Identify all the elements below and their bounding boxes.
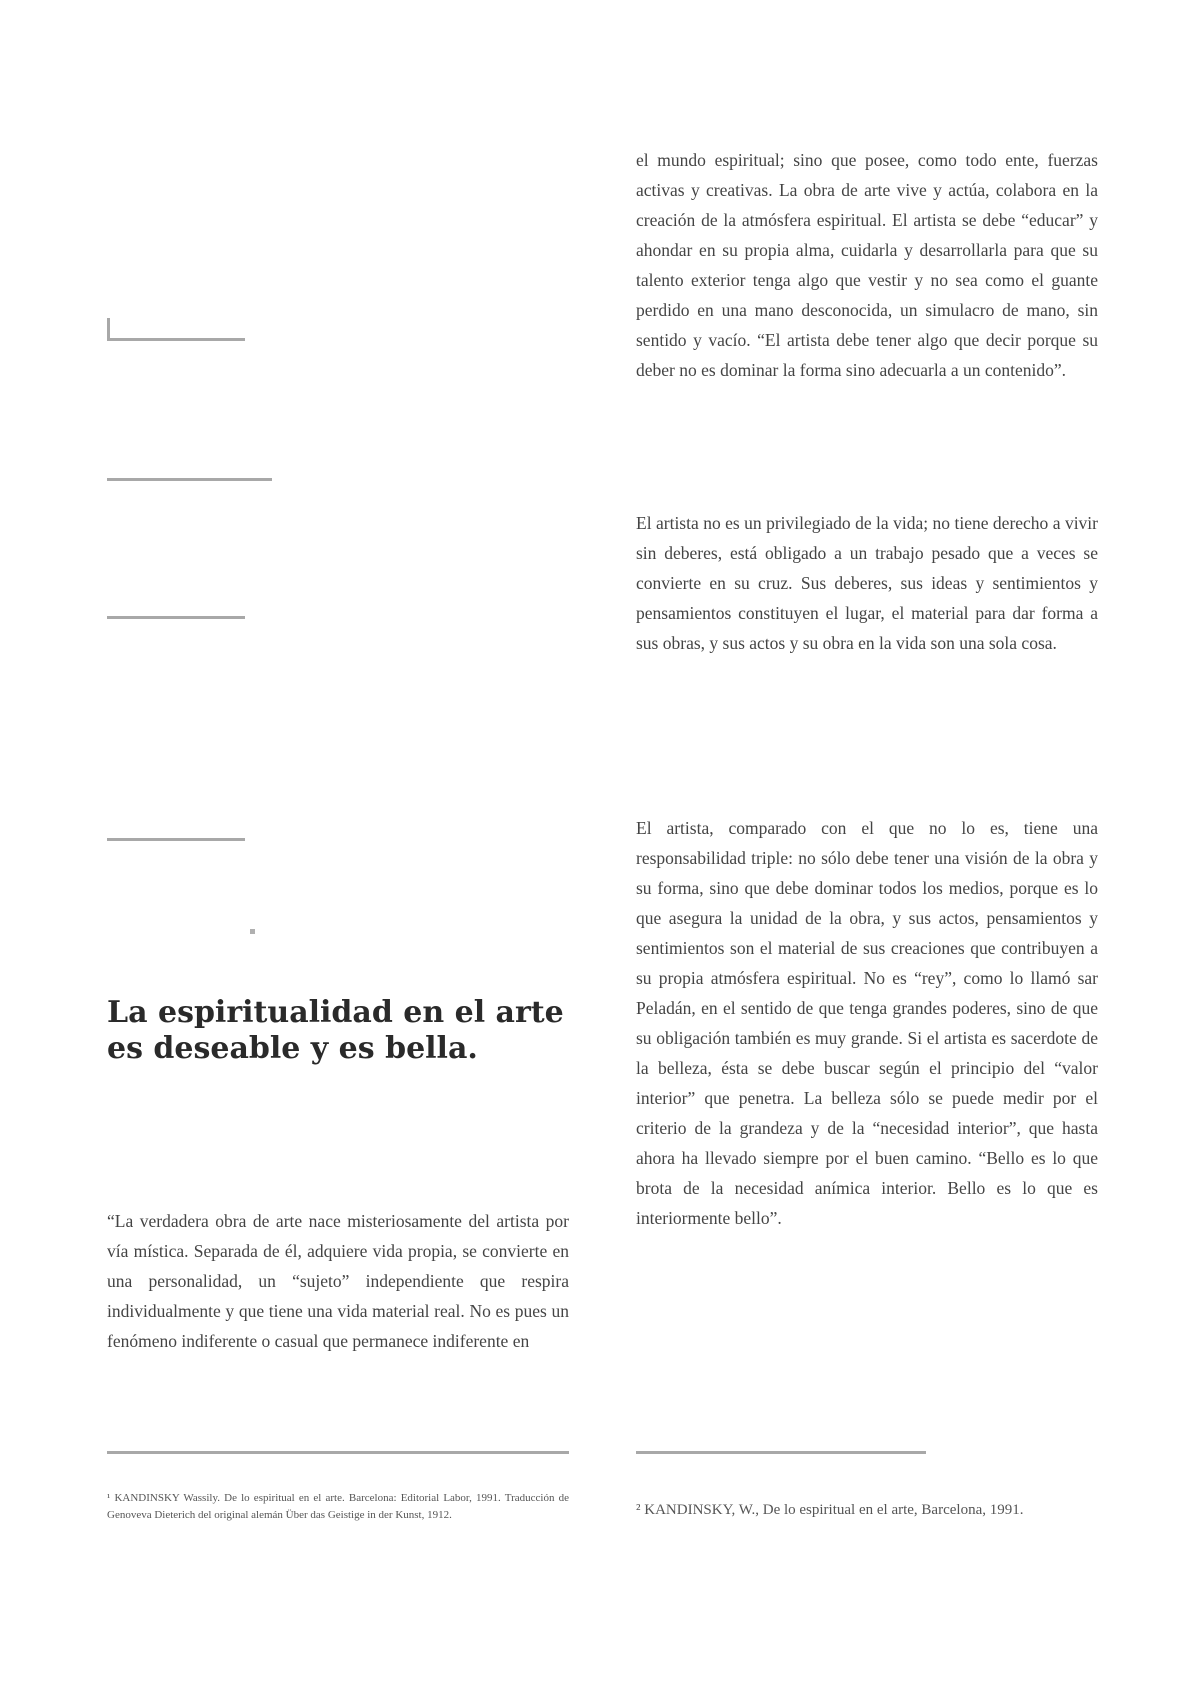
right-paragraph-3: El artista, comparado con el que no lo es, tiene una responsabilidad triple: no sólo debe tener una visión de la obra y su forma, sino que debe dominar todos los medios, porque es lo que asegura la unidad de la obra, y sus actos, pensamientos y sentimientos son el material de sus creaciones que contribuyen a su propia atmósfera espiritual. No es “rey”, como lo llamó sar Peladán, en el sentido de que tenga grandes poderes, sino de que su obligación también es muy grande. Si el artista es sacerdote de la belleza, ésta se debe buscar según el principio del “valor interior” que penetra. La belleza sólo se puede medir por el criterio de la grandeza y de la “necesidad interior”, que hasta ahora ha llevado siempre por el buen camino. “Bello es lo que brota de la necesidad anímica interior. Bello es lo que es interiormente bello”.	[636, 818, 1098, 1228]
footnote-rule-right	[636, 1451, 926, 1454]
rule-2	[107, 478, 272, 481]
footnote-right: ² KANDINSKY, W., De lo espiritual en el arte, Barcelona, 1991.	[636, 1502, 1024, 1518]
left-paragraph: “La verdadera obra de arte nace misteriosamente del artista por vía mística. Separada de él, adquiere vida propia, se convierte en una personalidad, un “sujeto” independiente que respira individualmente y que tiene una vida material real. No es pues un fenómeno indiferente o casual que permanece indiferente en	[107, 1211, 569, 1351]
right-paragraph-2: El artista no es un privilegiado de la vida; no tiene derecho a vivir sin deberes, está obligado a un trabajo pesado que a veces se convierte en su cruz. Sus deberes, sus ideas y sentimientos y pensamientos constituyen el lugar, el material para dar forma a sus obras, y sus actos y su obra en la vida son una sola cosa.	[636, 513, 1098, 653]
left-margin-tick	[107, 318, 110, 340]
right-paragraph-1: el mundo espiritual; sino que posee, como todo ente, fuerzas activas y creativas. La obra de arte vive y actúa, colabora en la creación de la atmósfera espiritual. El artista se debe “educar” y ahondar en su propia alma, cuidarla y desarrollarla para que su talento exterior tenga algo que vestir y no sea como el guante perdido en una mano desconocida, un simulacro de mano, sin sentido y vacío. “El artista debe tener algo que decir porque su deber no es dominar la forma sino adecuarla a un contenido”.	[636, 150, 1098, 380]
rule-4	[107, 838, 245, 841]
rule-1	[107, 338, 245, 341]
rule-3	[107, 616, 245, 619]
dot-mark	[250, 929, 255, 934]
footnote-rule-left	[107, 1451, 569, 1454]
footnote-left: ¹ KANDINSKY Wassily. De lo espiritual en el arte. Barcelona: Editorial Labor, 1991. Traducción de Genoveva Dieterich del original alemán Über das Geistige in der Kunst, 1912.	[107, 1492, 569, 1521]
section-heading: La espiritualidad en el arte es deseable y es bella.	[107, 995, 564, 1066]
